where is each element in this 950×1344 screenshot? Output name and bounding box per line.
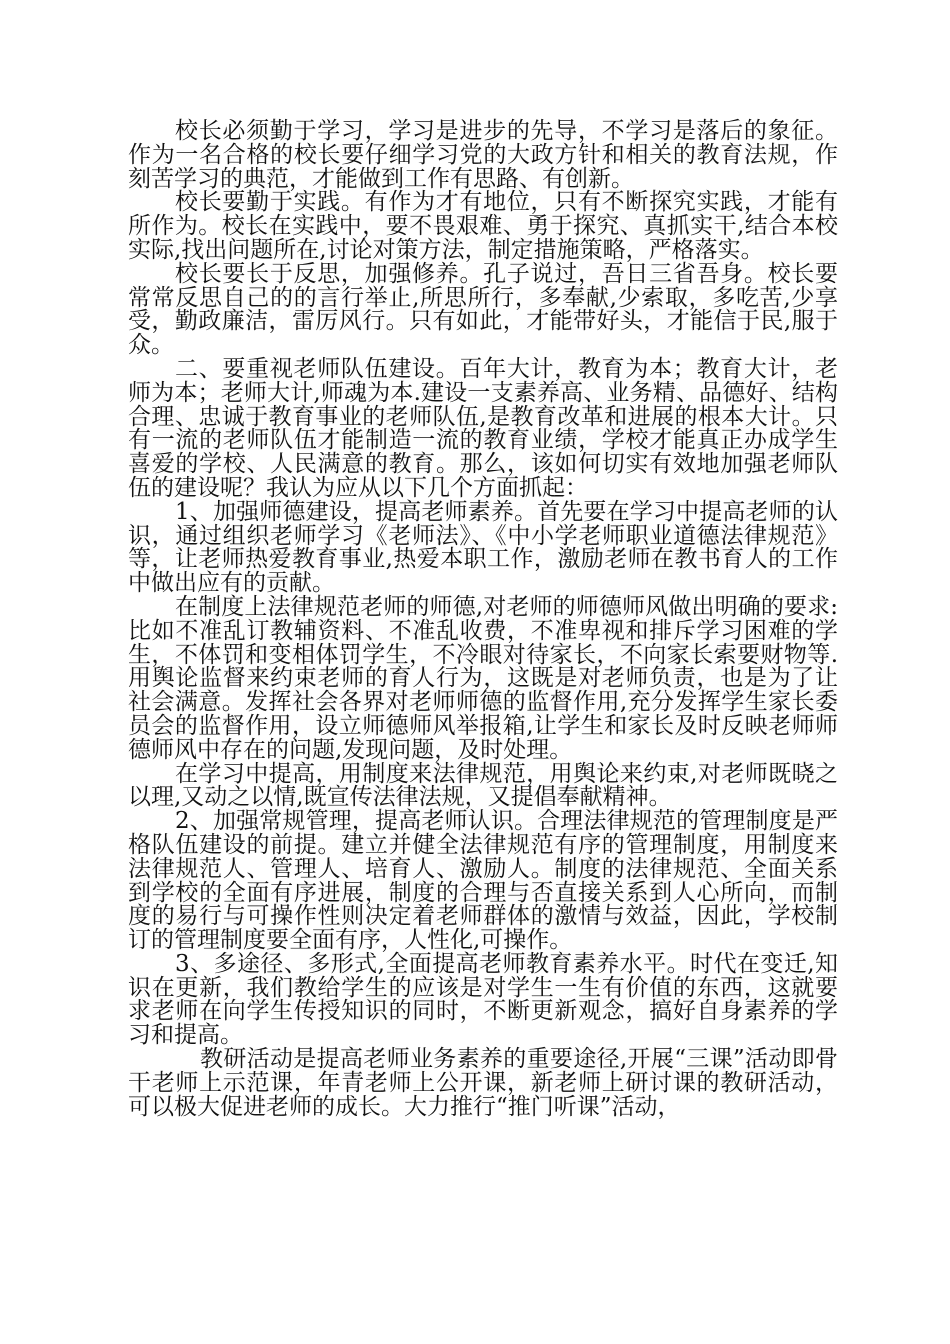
paragraph-8: 2、加强常规管理，提高老师认识。合理法律规范的管理制度是严格队伍建设的前提。建立并健全法律规范有序的管理制度，用制度来法律规范人、管理人、培育人、激励人。制度的法律规范、全面关系到学校的全面有序进展，制度的合理与否直接关系到人心所向，而制度的易行与可操作性则决定着老师群体的激情与效益，因此，学校制订的管理制度要全面有序，人性化,可操作。 [128, 808, 838, 954]
document-body [128, 120, 838, 1119]
paragraph-7: 在学习中提高，用制度来法律规范，用舆论来约束,对老师既晓之以理,又动之以情,既宣传法律法规，又提倡奉献精神。 [128, 760, 838, 811]
paragraph-4: 二、要重视老师队伍建设。百年大计，教育为本；教育大计，老师为本；老师大计,师魂为本.建设一支素养高、业务精、品德好、结构合理、忠诚于教育事业的老师队伍,是教育改革和进展的根本大计。只有一流的老师队伍才能制造一流的教育业绩，学校才能真正办成学生喜爱的学校、人民满意的教育。那么，该如何切实有效地加强老师队伍的建设呢？我认为应从以下几个方面抓起： [128, 355, 838, 501]
paragraph-6: 在制度上法律规范老师的师德,对老师的师德师风做出明确的要求:比如不准乱订教辅资料、不准乱收费，不准卑视和排斥学习困难的学生，不体罚和变相体罚学生，不冷眼对待家长，不向家长索要财物等.用舆论监督来约束老师的育人行为，这既是对老师负责，也是为了让社会满意。发挥社会各界对老师师德的监督作用,充分发挥学生家长委员会的监督作用，设立师德师风举报箱,让学生和家长及时反映老师师德师风中存在的问题,发现问题，及时处理。 [128, 593, 838, 763]
paragraph-5: 1、加强师德建设，提高老师素养。首先要在学习中提高老师的认识，通过组织老师学习《老师法》、《中小学老师职业道德法律规范》等，让老师热爱教育事业,热爱本职工作，激励老师在教书育人的工作中做出应有的贡献。 [128, 498, 838, 597]
paragraph-10: 教研活动是提高老师业务素养的重要途径,开展“三课”活动即骨干老师上示范课，年青老师上公开课，新老师上研讨课的教研活动，可以极大促进老师的成长。大力推行“推门听课”活动， [128, 1046, 838, 1120]
paragraph-1: 校长必须勤于学习，学习是进步的先导，不学习是落后的象征。作为一名合格的校长要仔细学习党的大政方针和相关的教育法规，作刻苦学习的典范，才能做到工作有思路、有创新。 [128, 118, 838, 192]
paragraph-2: 校长要勤于实践。有作为才有地位，只有不断探究实践，才能有所作为。校长在实践中，要不畏艰难、勇于探究、真抓实干,结合本校实际,找出问题所在,讨论对策方法，制定措施策略，严格落实。 [128, 189, 838, 263]
paragraph-3: 校长要长于反思，加强修养。孔子说过，吾日三省吾身。校长要常常反思自己的的言行举止,所思所行，多奉献,少索取，多吃苦,少享受，勤政廉洁，雷厉风行。只有如此，才能带好头，才能信于民,服于众。 [128, 260, 838, 359]
paragraph-9: 3、多途径、多形式,全面提高老师教育素养水平。时代在变迁,知识在更新，我们教给学生的应该是对学生一生有价值的东西，这就要求老师在向学生传授知识的同时，不断更新观念，搞好自身素养的学习和提高。 [128, 950, 838, 1049]
